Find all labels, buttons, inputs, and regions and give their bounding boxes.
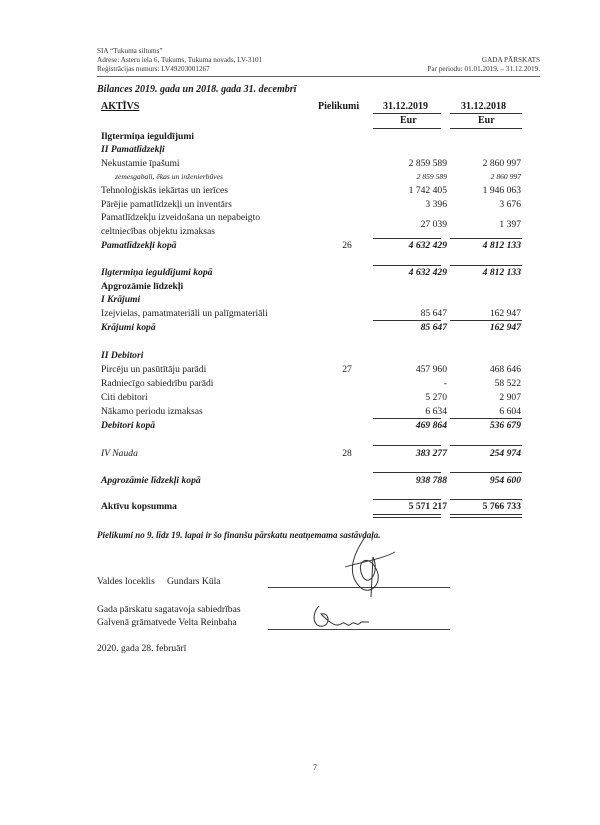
- row-label: Ilgtermiņa ieguldījumi kopā: [101, 267, 213, 278]
- board-role: Valdes loceklis: [97, 576, 155, 587]
- row-label: celtniecības objektu izmaksas: [101, 226, 216, 237]
- total-rule: [450, 499, 522, 500]
- value-2018: 254 974: [489, 448, 521, 459]
- col-2019: 31.12.2019: [383, 101, 428, 112]
- row-label: Nekustamie īpašumi: [101, 158, 180, 169]
- value-2019: 938 788: [415, 475, 447, 486]
- value-2018: 1 946 063: [482, 185, 521, 196]
- row-label: zemesgabali, ēkas un inženierbūves: [115, 172, 223, 181]
- table-row: [101, 475, 521, 489]
- value-2019: 2 859 589: [416, 172, 447, 181]
- row-label: Pārējie pamatlīdzekļi un inventārs: [101, 199, 232, 210]
- row-label: I Krājumi: [101, 294, 141, 305]
- subtotal-rule: [450, 418, 522, 419]
- table-row: [101, 212, 521, 226]
- row-label: Pamatlīdzekļu izveidošana un nepabeigto: [101, 212, 261, 223]
- note-ref: 26: [342, 240, 352, 251]
- company-name: SIA “Tukuma siltums”: [97, 47, 163, 55]
- value-2018: 6 604: [499, 406, 521, 417]
- table-row: [101, 350, 521, 364]
- col-2018-rule: [450, 113, 522, 114]
- subtotal-rule: [373, 418, 441, 419]
- row-label: Nākamo periodu izmaksas: [101, 406, 203, 417]
- col-2018: 31.12.2018: [461, 101, 506, 112]
- value-2019: 85 647: [420, 308, 447, 319]
- table-row: [101, 448, 521, 462]
- value-2018: 468 646: [489, 364, 521, 375]
- table-row: [101, 144, 521, 158]
- row-label: Citi debitori: [101, 392, 148, 403]
- row-label: Krājumi kopā: [101, 322, 156, 333]
- table-row: [101, 392, 521, 406]
- subtotal-rule: [450, 265, 522, 266]
- value-2019: 4 632 429: [408, 267, 447, 278]
- value-2018: 162 947: [489, 322, 521, 333]
- value-2018: 536 679: [489, 420, 521, 431]
- table-row: [101, 420, 521, 434]
- table-row: [101, 378, 521, 392]
- row-label: Pamatlīdzekļi kopā: [101, 240, 177, 251]
- col-2018-unit: Eur: [478, 115, 495, 126]
- total-double-rule: [450, 514, 522, 518]
- col-aktivs: AKTĪVS: [101, 101, 140, 112]
- header-divider: [97, 76, 540, 77]
- value-2019: 3 396: [425, 199, 447, 210]
- value-2019: 457 960: [415, 364, 447, 375]
- value-2018: 3 676: [499, 199, 521, 210]
- subtotal-rule: [373, 472, 441, 473]
- note-ref: 28: [342, 448, 352, 459]
- value-2019: 4 632 429: [408, 240, 447, 251]
- col-2019-unit-rule: [373, 128, 441, 129]
- table-row: [101, 240, 521, 254]
- row-label: Tehnoloģiskās iekārtas un ierīces: [101, 185, 228, 196]
- table-row: [101, 267, 521, 281]
- value-2018: 1 397: [499, 219, 521, 230]
- value-2019: 5 270: [425, 392, 447, 403]
- row-label: Radniecīgo sabiedrību parādi: [101, 378, 214, 389]
- col-2018-unit-rule: [450, 128, 522, 129]
- company-reg-number: Reģistrācijas numurs: LV49203001267: [97, 65, 210, 73]
- page-title: Bilances 2019. gada un 2018. gada 31. decembrī: [97, 84, 297, 95]
- prepared-by-line2: Galvenā grāmatvede Velta Reinbaha: [97, 617, 237, 628]
- value-2019: -: [443, 378, 447, 389]
- value-2018: 2 860 997: [490, 172, 521, 181]
- row-label: Apgrozāmie līdzekļi kopā: [101, 475, 201, 486]
- row-label: Ilgtermiņa ieguldījumi: [101, 131, 195, 142]
- table-row: [101, 158, 521, 172]
- subtotal-rule: [450, 238, 522, 239]
- col-2019-rule: [373, 113, 441, 114]
- table-row: [115, 172, 521, 186]
- row-label: Apgrozāmie līdzekļi: [101, 281, 184, 292]
- company-address: Adrese: Asteru iela 6, Tukums, Tukuma novads, LV-3101: [97, 56, 263, 64]
- subtotal-rule: [373, 320, 441, 321]
- row-label: Debitori kopā: [101, 420, 156, 431]
- col-2019-unit: Eur: [400, 115, 417, 126]
- subtotal-rule: [373, 265, 441, 266]
- value-2019: 5 571 217: [408, 501, 447, 512]
- value-2019: 2 859 589: [408, 158, 447, 169]
- value-2019: 469 864: [415, 420, 447, 431]
- row-label: Aktīvu kopsumma: [101, 501, 177, 512]
- value-2018: 5 766 733: [482, 501, 521, 512]
- row-label: IV Nauda: [101, 448, 138, 459]
- row-label: Pircēju un pasūtītāju parādi: [101, 364, 207, 375]
- total-double-rule: [373, 514, 441, 518]
- page-number: 7: [313, 763, 317, 772]
- row-label: Izejvielas, pamatmateriāli un palīgmateriāli: [101, 308, 268, 319]
- note-ref: 27: [342, 364, 352, 375]
- value-2019: 27 039: [420, 219, 447, 230]
- table-row: [101, 501, 521, 515]
- value-2019: 383 277: [415, 448, 447, 459]
- subtotal-rule: [450, 472, 522, 473]
- report-period: Par periodu: 01.01.2019. – 31.12.2019.: [427, 65, 540, 73]
- table-row: [101, 185, 521, 199]
- table-row: [101, 131, 521, 145]
- row-label: II Pamatlīdzekļi: [101, 144, 165, 155]
- footnote: Pielikumi no 9. līdz 19. lapai ir šo finanšu pārskatu neatņemama sastāvdaļa.: [97, 530, 381, 540]
- signature-date: 2020. gada 28. februārī: [97, 643, 187, 654]
- value-2018: 4 812 133: [482, 267, 521, 278]
- value-2018: 954 600: [489, 475, 521, 486]
- subtotal-rule: [373, 445, 441, 446]
- row-label: II Debitori: [101, 350, 144, 361]
- total-rule: [373, 499, 441, 500]
- table-row: [101, 364, 521, 378]
- value-2018: 58 522: [494, 378, 521, 389]
- col-pielikumi: Pielikumi: [318, 101, 360, 112]
- prepared-by-line1: Gada pārskatu sagatavoja sabiedrības: [97, 604, 241, 615]
- table-row: [101, 294, 521, 308]
- table-row: [101, 322, 521, 336]
- subtotal-rule: [373, 238, 441, 239]
- value-2019: 6 634: [425, 406, 447, 417]
- signature-image: [305, 598, 385, 640]
- board-name: Gundars Kūla: [167, 576, 221, 587]
- value-2019: 85 647: [420, 322, 447, 333]
- report-title: GADA PĀRSKATS: [481, 56, 540, 64]
- table-row: [101, 281, 521, 295]
- table-row: [101, 199, 521, 213]
- value-2019: 1 742 405: [408, 185, 447, 196]
- value-2018: 4 812 133: [482, 240, 521, 251]
- signature-image: [325, 532, 405, 602]
- value-2018: 2 907: [499, 392, 521, 403]
- subtotal-rule: [450, 445, 522, 446]
- subtotal-rule: [450, 320, 522, 321]
- value-2018: 2 860 997: [482, 158, 521, 169]
- value-2018: 162 947: [489, 308, 521, 319]
